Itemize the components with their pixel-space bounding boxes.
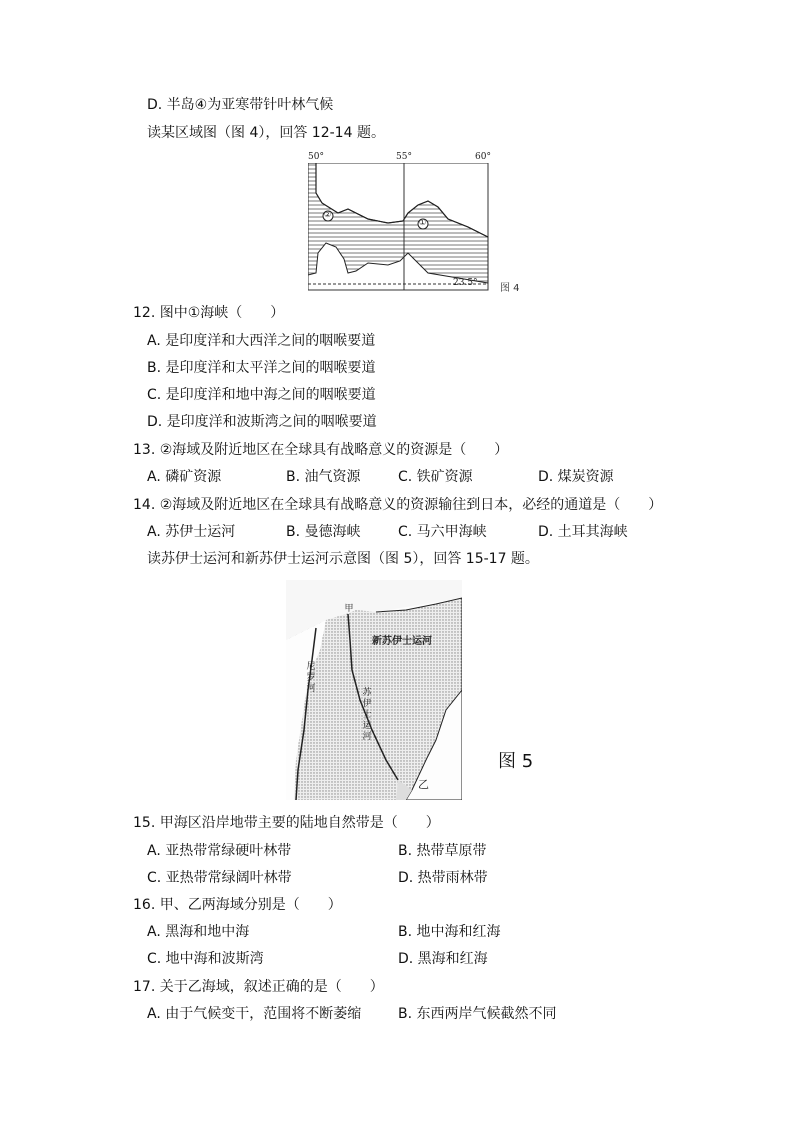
lat-label: 23.5° bbox=[453, 278, 478, 288]
question-17: 17. 关于乙海域，叙述正确的是（ ） bbox=[133, 979, 384, 995]
q12-option-b: B. 是印度洋和太平洋之间的咽喉要道 bbox=[147, 360, 376, 376]
lon-55-label: 55° bbox=[396, 152, 412, 162]
q16-option-b: B. 地中海和红海 bbox=[398, 924, 501, 940]
instruction-fig5: 读苏伊士运河和新苏伊士运河示意图（图 5），回答 15-17 题。 bbox=[147, 551, 539, 567]
figure-4-map bbox=[298, 150, 528, 298]
q12-option-c: C. 是印度洋和地中海之间的咽喉要道 bbox=[147, 387, 376, 403]
question-12: 12. 图中①海峡（ ） bbox=[133, 305, 285, 321]
question-16: 16. 甲、乙两海域分别是（ ） bbox=[133, 897, 342, 913]
q16-option-c: C. 地中海和波斯湾 bbox=[147, 951, 264, 967]
option-d-prev: D. 半岛④为亚寒带针叶林气候 bbox=[147, 97, 334, 113]
figure-4-caption: 图 4 bbox=[500, 283, 520, 294]
figure-5-map bbox=[286, 580, 546, 802]
sea-yi-label: 乙 bbox=[418, 778, 429, 791]
nile-label: 尼罗河 bbox=[306, 662, 316, 694]
q15-option-b: B. 热带草原带 bbox=[398, 843, 487, 859]
sea-jia-label: 甲 bbox=[344, 604, 354, 614]
q13-option-d: D. 煤炭资源 bbox=[538, 469, 614, 485]
q12-option-d: D. 是印度洋和波斯湾之间的咽喉要道 bbox=[147, 414, 377, 430]
q14-option-d: D. 土耳其海峡 bbox=[538, 524, 628, 540]
q15-option-c: C. 亚热带常绿阔叶林带 bbox=[147, 870, 292, 886]
q14-option-b: B. 曼德海峡 bbox=[286, 524, 361, 540]
q14-option-c: C. 马六甲海峡 bbox=[398, 524, 487, 540]
q14-option-a: A. 苏伊士运河 bbox=[147, 524, 236, 540]
q12-option-a: A. 是印度洋和大西洋之间的咽喉要道 bbox=[147, 333, 376, 349]
q13-option-b: B. 油气资源 bbox=[286, 469, 361, 485]
q15-option-d: D. 热带雨林带 bbox=[398, 870, 488, 886]
q13-option-c: C. 铁矿资源 bbox=[398, 469, 473, 485]
q16-option-d: D. 黑海和红海 bbox=[398, 951, 488, 967]
question-14: 14. ②海域及附近地区在全球具有战略意义的资源输往到日本，必经的通道是（ ） bbox=[133, 497, 663, 513]
question-13: 13. ②海域及附近地区在全球具有战略意义的资源是（ ） bbox=[133, 442, 509, 458]
q13-option-a: A. 磷矿资源 bbox=[147, 469, 222, 485]
q16-option-a: A. 黑海和地中海 bbox=[147, 924, 250, 940]
lon-50-label: 50° bbox=[308, 152, 324, 162]
figure-4-svg bbox=[308, 163, 498, 293]
figure-5-caption: 图 5 bbox=[498, 751, 534, 772]
strait-1-label: ① bbox=[419, 218, 427, 227]
question-15: 15. 甲海区沿岸地带主要的陆地自然带是（ ） bbox=[133, 815, 440, 831]
q17-option-b: B. 东西两岸气候截然不同 bbox=[398, 1006, 557, 1022]
lon-60-label: 60° bbox=[475, 152, 491, 162]
new-suez-canal-label: 新苏伊士运河 bbox=[372, 636, 432, 647]
instruction-fig4: 读某区域图（图 4），回答 12-14 题。 bbox=[147, 125, 385, 141]
suez-canal-label: 苏伊士运河 bbox=[362, 688, 372, 742]
q15-option-a: A. 亚热带常绿硬叶林带 bbox=[147, 843, 292, 859]
sea-2-label: ② bbox=[324, 210, 332, 219]
q17-option-a: A. 由于气候变干，范围将不断萎缩 bbox=[147, 1006, 362, 1022]
